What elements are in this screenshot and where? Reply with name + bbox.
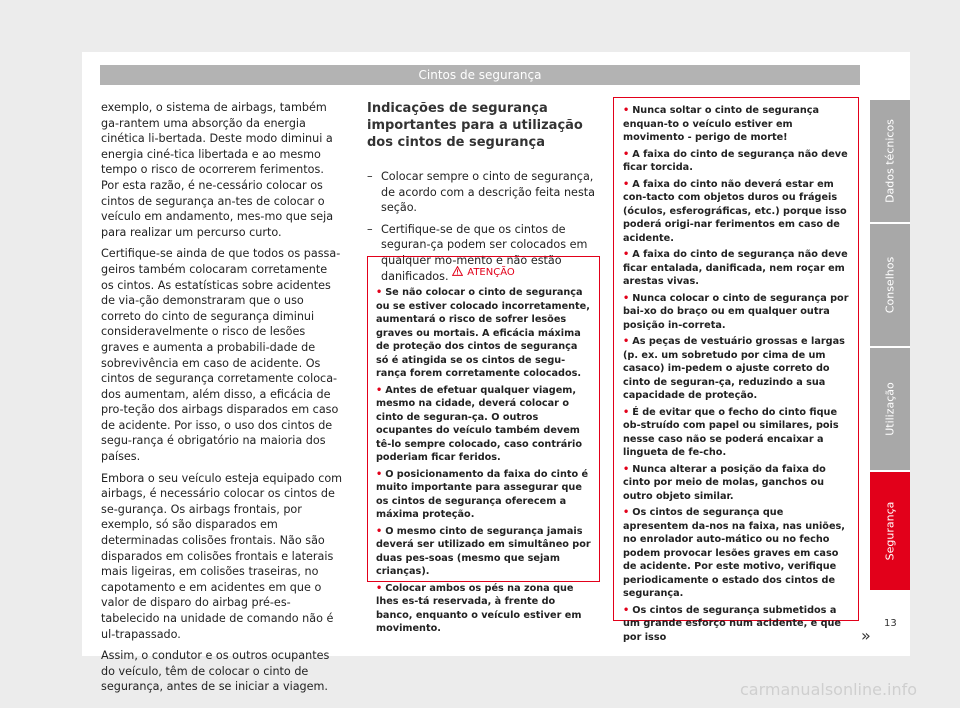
watermark: carmanualsonline.info (740, 680, 918, 699)
list-item: • A faixa do cinto de segurança não deve ficar torcida. (623, 148, 848, 173)
list-item: • Os cintos de segurança submetidos a um grande esforço num acidente, e que por isso (623, 604, 842, 643)
bullet-icon: • (376, 468, 383, 480)
bullet-icon: • (376, 287, 383, 298)
bullet-icon: • (623, 178, 630, 190)
bullet-icon: • (623, 249, 630, 260)
paragraph: exemplo, o sistema de airbags, também ga-rantem uma absorção da energia cinética li-bertada. Deste modo diminui a energia ciné-tica libertada e ao mesmo tempo o risco de ocorrerem ferimentos. Por esta razão, é ne-cessário colocar os cintos de segurança an-tes de colocar o veículo em andamento, mes-mo que seja para realizar um percurso curto. (101, 101, 334, 239)
list-item: • Antes de efetuar qualquer viagem, mesmo na cidade, deverá colocar o cinto de seguran-ça. O outros ocupantes do veículo também devem tê-lo sempre colocado, caso contrário poderiam ficar feridos. (376, 384, 583, 463)
list-item: • Nunca alterar a posição da faixa do cinto por meio de molas, ganchos ou outro objeto similar. (623, 463, 826, 502)
bullet-icon: • (623, 148, 630, 160)
tab-conselhos[interactable]: Conselhos (870, 224, 910, 346)
section-heading: Indicações de segurança importantes para a utilização dos cintos de segurança (367, 101, 583, 150)
paragraph: Embora o seu veículo esteja equipado com airbags, é necessário colocar os cintos de se-gurança. Os airbags frontais, por exemplo, só são disparados em determinadas colisões frontais. Não são disparados em colisões frontais e laterais mais ligeiras, em colisões traseiras, no capotamento e em acidentes em que o valor de disparo do airbag pré-es-tabelecido na unidade de comando não é ul-trapassado. (101, 471, 343, 641)
page-number: 13 (884, 618, 897, 629)
warning-list (368, 280, 599, 636)
list-item: • As peças de vestuário grossas e largas (p. ex. um sobretudo por cima de um casaco) im-pedem o ajuste correto do cinto de seguran-ça, reduzindo a sua capacidade de proteção. (623, 336, 845, 401)
paragraph: Assim, o condutor e os outros ocupantes do veículo, têm de colocar o cinto de segurança, antes de se iniciar a viagem. (101, 649, 330, 694)
list-item: • Se não colocar o cinto de segurança ou se estiver colocado incorretamente, aumentará o risco de sofrer lesões graves ou mortais. A eficácia máxima de proteção dos cintos de segurança só é atingida se os cintos de segu-rança forem corretamente colocados. (376, 287, 590, 379)
bullet-icon: • (376, 384, 383, 396)
bullet-icon: • (376, 525, 383, 537)
list-item: • Os cintos de segurança que apresentem da-nos na faixa, nas uniões, no enrolador auto-mático ou no fecho podem provocar lesões graves em caso de acidente. Por este motivo, verifique periodicamente o estado dos cintos de segurança. (623, 507, 845, 599)
bullet-icon: • (376, 582, 383, 594)
list-item: • Colocar ambos os pés na zona que lhes es-tá reservada, à frente do banco, enquanto o veículo estiver em movimento. (376, 582, 582, 634)
paragraph: Certifique-se ainda de que todos os passa-geiros também colocaram corretamente os cintos. As estatísticas sobre acidentes de via-ção demonstraram que o uso correto do cinto de segurança diminui consideravelmente o risco de lesões graves e aumenta a probabili-dade de sobrevivência em caso de acidente. Os cintos de segurança corretamente coloca-dos aumentam, além disso, a eficácia de pro-teção dos airbags disparados em caso de acidente. Por isso, o uso dos cintos de segu-rança é obrigatório na maioria dos países. (101, 247, 341, 464)
warning-box (367, 256, 600, 634)
warning-title: ATENÇÃO (467, 267, 515, 278)
tab-dados-tecnicos[interactable]: Dados técnicos (870, 100, 910, 222)
list-item: • A faixa do cinto de segurança não deve ficar entalada, danificada, nem roçar em arestas vivas. (623, 249, 848, 287)
bullet-icon: • (623, 105, 630, 116)
list-item: • A faixa do cinto não deverá estar em con-tacto com objetos duros ou frágeis (óculos, esferográficas, etc.) porque isso poderá origi-nar ferimentos em caso de acidente. (623, 178, 847, 244)
bullet-icon: • (623, 604, 630, 616)
section-header: Cintos de segurança (100, 65, 860, 85)
list-item: – Certifique-se de que os cintos de seguran-ça podem ser colocados em qualquer mo-mento e não estão danificados. (367, 222, 602, 284)
bullet-icon: • (623, 406, 630, 418)
bullet-icon: • (623, 336, 630, 347)
continued-arrow-icon: » (861, 626, 871, 645)
list-item: • Nunca colocar o cinto de segurança por bai-xo do braço ou em qualquer outra posição in-correta. (623, 292, 849, 331)
list-item: • Nunca soltar o cinto de segurança enquan-to o veículo estiver em movimento - perigo de morte! (623, 105, 819, 143)
body-text-column (101, 100, 343, 701)
list-item: • O posicionamento da faixa do cinto é muito importante para assegurar que os cintos de segurança oferecem a máxima proteção. (376, 468, 589, 520)
warning-triangle-icon (452, 266, 463, 276)
tab-utilizacao[interactable]: Utilização (870, 348, 910, 470)
bullet-icon: • (623, 463, 630, 475)
warning-list (614, 98, 858, 644)
list-item: • O mesmo cinto de segurança jamais deverá ser utilizado em simultâneo por duas pes-soas (mesmo que sejam crianças). (376, 525, 591, 577)
list-item: – Colocar sempre o cinto de segurança, de acordo com a descrição feita nesta seção. (367, 169, 602, 216)
list-item: • É de evitar que o fecho do cinto fique ob-struído com papel ou similares, pois nesse caso não se poderá encaixar a lingueta de fe-cho. (623, 406, 839, 458)
tab-seguranca[interactable]: Segurança (870, 472, 910, 590)
warning-header (368, 266, 599, 280)
bullet-icon: • (623, 507, 630, 518)
bullet-icon: • (623, 292, 630, 304)
warning-continuation-box (613, 97, 859, 643)
